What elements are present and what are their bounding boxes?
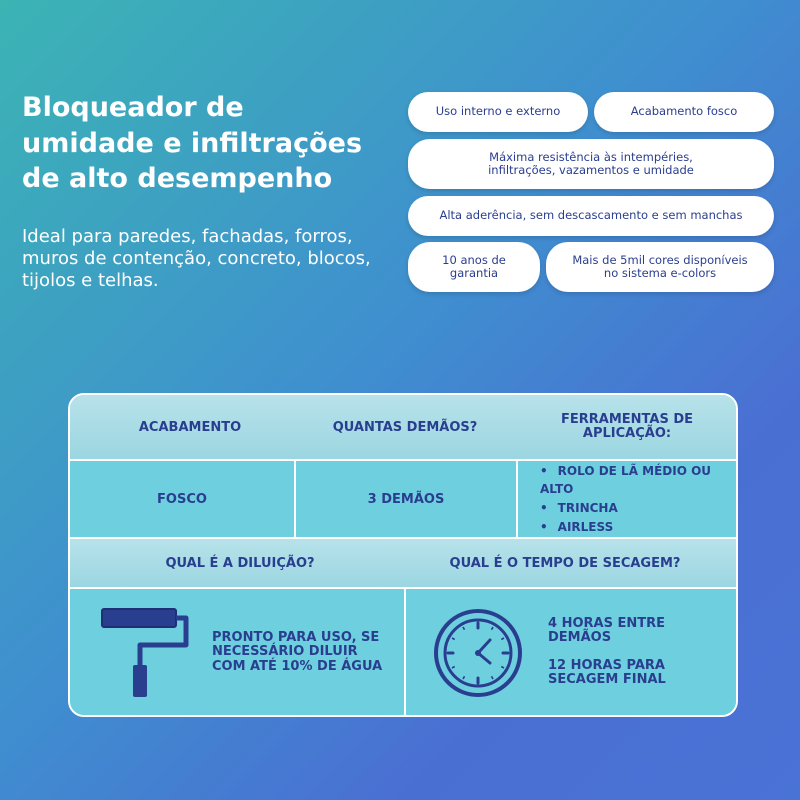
feature-internal-external [408, 92, 588, 132]
table-header-row-2 [70, 539, 736, 587]
subtitle-line-3: tijolos e telhas. [22, 269, 159, 291]
dilution-line-3: COM ATÉ 10% DE ÁGUA [212, 658, 383, 674]
feature-colors-line-1: Mais de 5mil cores disponíveis [572, 252, 748, 267]
drying-between-text [548, 617, 665, 646]
subtitle-line-2: muros de contenção, concreto, blocos, [22, 247, 371, 269]
header-tools-line-1: FERRAMENTAS DE [560, 411, 694, 427]
feature-finish [594, 92, 774, 132]
tool-item: • ROLO DE LÃ MÉDIO OU ALTO [540, 462, 738, 499]
tool-item: • AIRLESS [540, 518, 738, 537]
header-tools-line-2: APLICAÇÃO: [582, 426, 672, 441]
drying-between-line-1: 4 HORAS ENTRE [548, 616, 665, 631]
feature-resistance-line-1: Máxima resistência às intempéries, [489, 149, 693, 164]
drying-final-line-2: SECAGEM FINAL [548, 672, 666, 688]
table-details-row [70, 589, 736, 717]
value-tools [518, 461, 738, 537]
header-tools [516, 395, 738, 459]
product-info-card [68, 393, 738, 717]
value-finish: FOSCO [157, 491, 207, 507]
header-dilution: QUAL É A DILUIÇÃO? [165, 555, 315, 571]
drying-final-text [548, 659, 666, 688]
headline-line-3: de alto desempenho [22, 163, 333, 195]
feature-internal-external-label: Uso interno e externo [435, 104, 561, 119]
feature-finish-label: Acabamento fosco [630, 104, 738, 119]
dilution-text [212, 631, 382, 674]
drying-final-line-1: 12 HORAS PARA [548, 658, 665, 673]
drying-between-line-2: DEMÃOS [548, 630, 612, 646]
subtitle [22, 226, 402, 292]
headline-line-2: umidade e infiltrações [22, 127, 363, 159]
header-coats: QUANTAS DEMÃOS? [332, 419, 478, 435]
feature-adherence [408, 196, 774, 236]
feature-warranty [408, 242, 540, 292]
feature-resistance-line-2: infiltrações, vazamentos e umidade [488, 163, 694, 177]
feature-colors-line-2: no sistema e-colors [603, 266, 717, 280]
dilution-line-2: NECESSÁRIO DILUIR [212, 644, 358, 660]
feature-resistance [408, 139, 774, 189]
dilution-line-1: PRONTO PARA USO, SE [212, 630, 380, 645]
tool-item: • TRINCHA [540, 499, 738, 518]
header-drying: QUAL É O TEMPO DE SECAGEM? [449, 555, 681, 571]
feature-adherence-label: Alta aderência, sem descascamento e sem manchas [439, 208, 743, 223]
headline-line-1: Bloqueador de [22, 92, 244, 123]
paint-roller-icon [100, 607, 192, 699]
feature-warranty-line-1: 10 anos de [442, 252, 506, 267]
feature-colors [546, 242, 774, 292]
headline [22, 90, 392, 197]
feature-warranty-line-2: garantia [449, 266, 499, 280]
subtitle-line-1: Ideal para paredes, fachadas, forros, [22, 226, 353, 247]
table-values-row [70, 461, 736, 537]
tools-list [540, 462, 738, 536]
value-coats: 3 DEMÃOS [367, 491, 445, 507]
divider [404, 589, 406, 717]
feature-pills [408, 90, 774, 296]
table-header-row [70, 395, 736, 459]
clock-icon [432, 607, 524, 699]
header-finish: ACABAMENTO [138, 419, 242, 435]
